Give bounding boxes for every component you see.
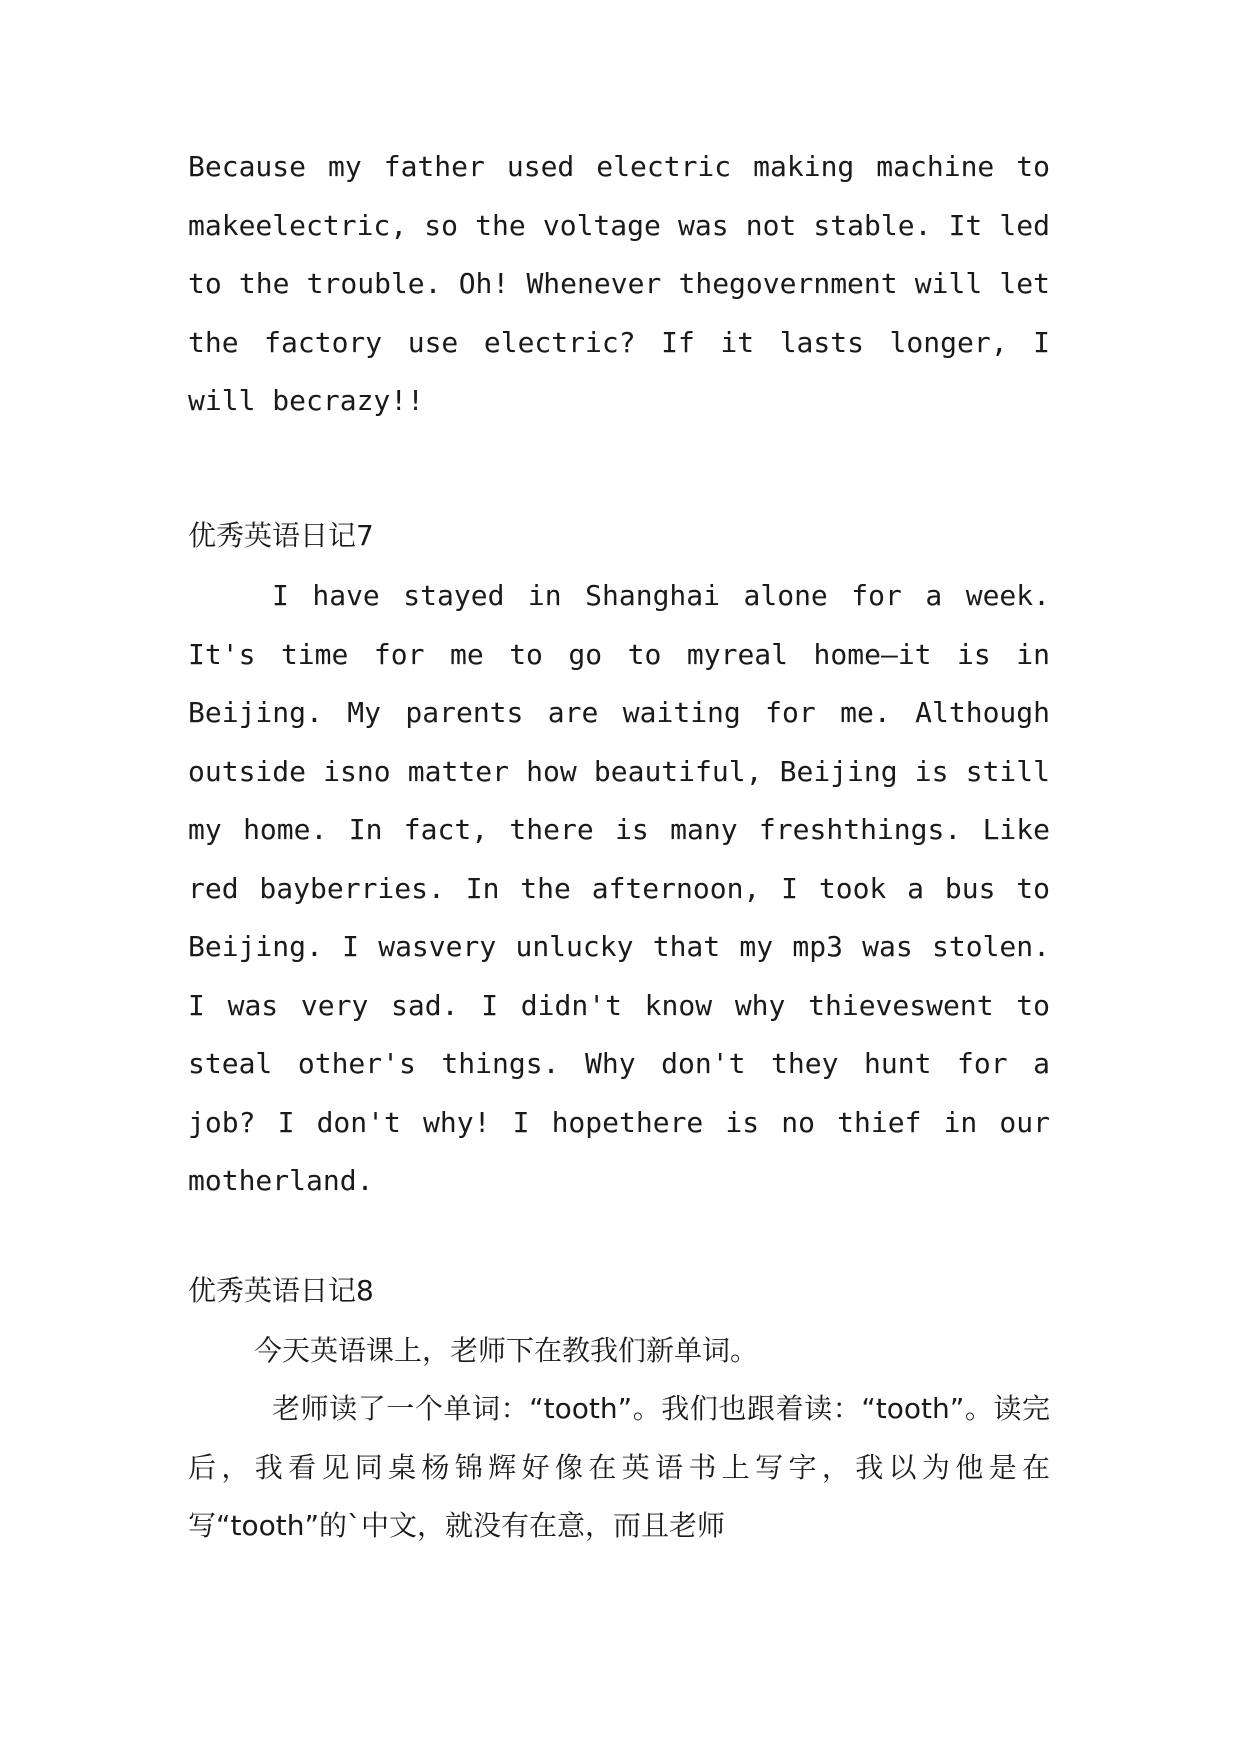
- diary-paragraph-electric: Because my father used electric making machine to makeelectric, so the voltage was not stable. It led to the trouble. Oh! Whenever thegovernment will let the factory use electric? If it lasts longer, I will becrazy!!: [188, 150, 1050, 417]
- diary-paragraph-english-class: 今天英语课上，老师下在教我们新单词。: [254, 1334, 759, 1367]
- diary-paragraph-shanghai: I have stayed in Shanghai alone for a week. It's time for me to go to myreal home—it is in Beijing. My parents are waiting for me. Although outside isno matter how beautiful, Beijing is still my home. In fact, there is many freshthings. Like red bayberries. In the afternoon, I took a bus to Beijing. I wasvery unlucky that my mp3 was stolen. I was very sad. I didn't know why thieveswent to steal other's things. Why don't they hunt for a job? I don't why! I hopethere is no thief in our motherland.: [188, 579, 1050, 1197]
- diary-heading-7: 优秀英语日记7: [188, 519, 374, 552]
- diary-heading-8: 优秀英语日记8: [188, 1274, 374, 1307]
- diary-paragraph-tooth: 老师读了一个单词：“tooth”。我们也跟着读：“tooth”。读完后，我看见同桌杨锦辉好像在英语书上写字，我以为他是在写“tooth”的`中文，就没有在意，而且老师: [188, 1392, 1050, 1542]
